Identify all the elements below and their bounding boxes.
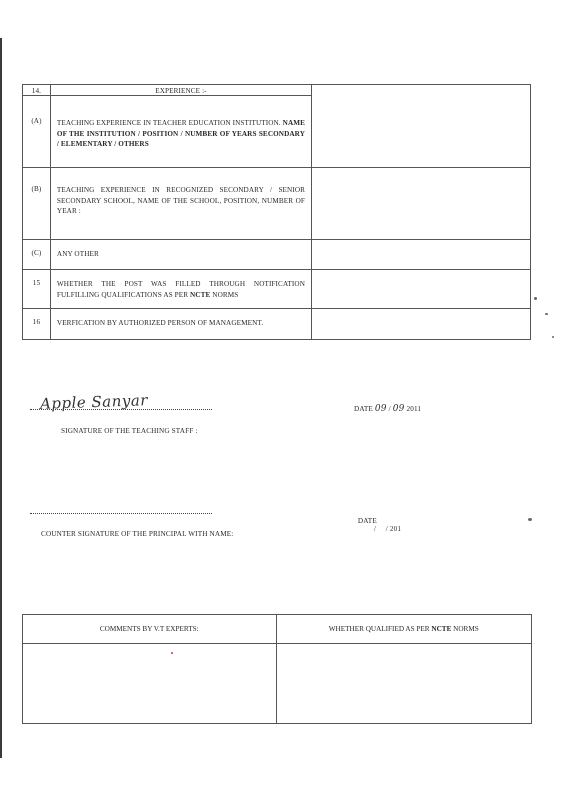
row-number: (A) [23, 96, 51, 168]
scan-speck [545, 313, 548, 315]
row-description: WHETHER THE POST WAS FILLED THROUGH NOTIFICATION FULFILLING QUALIFICATIONS AS PER NCTE NORMS [50, 270, 311, 309]
qualified-header: WHETHER QUALIFIED AS PER NCTE NORMS [276, 615, 531, 644]
experience-table [22, 84, 531, 340]
date-year: 2011 [406, 405, 422, 413]
date-label: DATE [357, 517, 377, 525]
table-row [23, 644, 532, 724]
row-number: (C) [23, 240, 51, 270]
scan-speck [552, 336, 554, 338]
staff-signature-label: SIGNATURE OF THE TEACHING STAFF : [61, 427, 198, 435]
table-row [23, 85, 531, 96]
table-row [23, 168, 531, 240]
experience-header: EXPERIENCE :- [50, 85, 311, 96]
table-row [23, 270, 531, 309]
answer-cell[interactable] [312, 240, 531, 270]
signature-line [30, 409, 212, 410]
row-number: 14. [23, 85, 51, 96]
date-day: 09 [374, 404, 387, 414]
row-number: 16 [23, 309, 51, 340]
qualified-cell[interactable] [276, 644, 531, 724]
table-row [23, 240, 531, 270]
handwritten-signature: Apple Sanyar [39, 391, 149, 413]
answer-cell[interactable] [312, 270, 531, 309]
row-description: VERFICATION BY AUTHORIZED PERSON OF MANAGEMENT. [50, 309, 311, 340]
answer-cell[interactable] [312, 85, 531, 168]
principal-signature-label: COUNTER SIGNATURE OF THE PRINCIPAL WITH NAME: [41, 530, 234, 538]
principal-signature-line[interactable] [30, 513, 212, 514]
scan-speck [171, 652, 173, 654]
comments-table [22, 614, 532, 724]
row-description: TEACHING EXPERIENCE IN RECOGNIZED SECONDARY / SENIOR SECONDARY SCHOOL, NAME OF THE SCHOOL, POSITION, NUMBER OF YEAR : [50, 168, 311, 240]
table-row [23, 615, 532, 644]
page-edge-line [0, 38, 2, 758]
principal-date [354, 509, 401, 533]
scan-speck [534, 297, 537, 300]
scan-speck [528, 518, 532, 521]
row-description: TEACHING EXPERIENCE IN TEACHER EDUCATION INSTITUTION. NAME OF THE INSTITUTION / POSITION / NUMBER OF YEARS SECONDARY / ELEMENTARY / OTHERS [50, 96, 311, 168]
staff-date: DATE 09 / 09 2011 [354, 404, 422, 414]
row-number: 15 [23, 270, 51, 309]
answer-cell[interactable] [312, 168, 531, 240]
date-label: DATE [354, 405, 373, 413]
date-month: 09 [392, 404, 405, 414]
date-placeholder: / / 201 [373, 525, 402, 533]
table-row [23, 309, 531, 340]
row-description: ANY OTHER [50, 240, 311, 270]
row-number: (B) [23, 168, 51, 240]
comments-cell[interactable] [23, 644, 277, 724]
comments-header: COMMENTS BY V.T EXPERTS: [23, 615, 277, 644]
answer-cell[interactable] [312, 309, 531, 340]
